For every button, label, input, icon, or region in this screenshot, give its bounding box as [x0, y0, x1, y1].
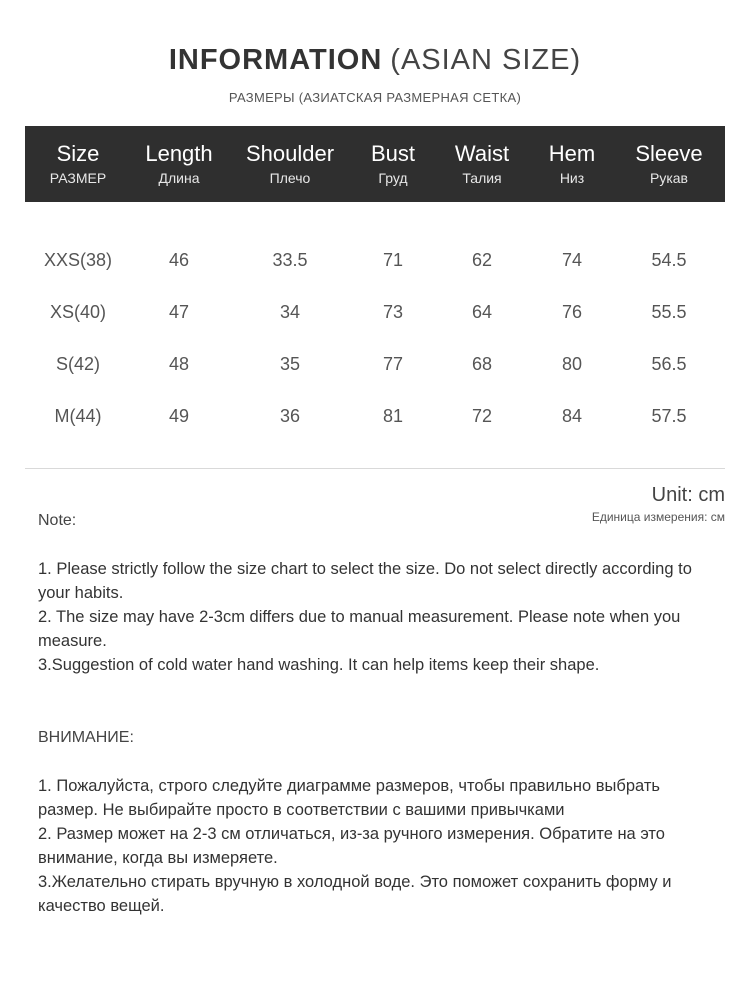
- column-header-waist: [433, 126, 531, 202]
- page-title: [0, 44, 750, 77]
- column-header-label: Length: [145, 141, 213, 166]
- note-item: 3.Suggestion of cold water hand washing. It can help items keep their shape.: [38, 656, 600, 674]
- size-table: [25, 126, 725, 442]
- note-heading-ru: ВНИМАНИЕ:: [38, 729, 134, 746]
- table-cell: 74: [561, 249, 583, 270]
- table-cell: 36: [279, 405, 301, 426]
- table-cell: 72: [471, 405, 493, 426]
- column-header-label: Sleeve: [635, 141, 703, 166]
- table-header-row: [25, 126, 725, 202]
- table-cell: 71: [382, 249, 404, 270]
- table-cell: 84: [561, 405, 583, 426]
- table-cell-size: M(44): [54, 405, 102, 426]
- column-header-label: Size: [56, 141, 100, 166]
- table-cell: 54.5: [651, 249, 687, 270]
- column-header-label-ru: Рукав: [650, 170, 688, 186]
- notes-english: [38, 557, 718, 677]
- table-cell: 47: [168, 301, 190, 322]
- column-header-label-ru: Плечо: [269, 170, 311, 186]
- title-main: INFORMATION: [168, 44, 383, 76]
- column-header-length: [131, 126, 227, 202]
- column-header-label-ru: Низ: [559, 170, 585, 186]
- table-cell: 34: [279, 301, 301, 322]
- table-cell: 55.5: [651, 301, 687, 322]
- unit-label-ru: Единица измерения: см: [591, 510, 725, 524]
- column-header-bust: [353, 126, 433, 202]
- note-heading: Note:: [38, 512, 77, 529]
- table-cell: 77: [382, 353, 404, 374]
- table-cell: 57.5: [651, 405, 687, 426]
- column-header-shoulder: [227, 126, 353, 202]
- table-cell: 46: [168, 249, 190, 270]
- note-item-ru: 2. Размер может на 2-3 см отличаться, из-за ручного измерения. Обратите на это внимание, когда вы измеряете.: [38, 825, 665, 867]
- table-cell-size: S(42): [55, 353, 100, 374]
- column-header-sleeve: [613, 126, 725, 202]
- column-header-label: Hem: [548, 141, 596, 166]
- table-cell: 62: [471, 249, 493, 270]
- column-header-hem: [531, 126, 613, 202]
- table-cell: 80: [561, 353, 583, 374]
- section-divider: [25, 468, 725, 469]
- table-cell: 76: [561, 301, 583, 322]
- column-header-size: [25, 126, 131, 202]
- note-item-ru: 3.Желательно стирать вручную в холодной воде. Это поможет сохранить форму и качество вещей.: [38, 873, 672, 915]
- table-cell: 33.5: [272, 249, 308, 270]
- unit-label: Unit: cm: [651, 484, 725, 506]
- table-cell: 81: [382, 405, 404, 426]
- table-cell: 64: [471, 301, 493, 322]
- table-cell: 73: [382, 301, 404, 322]
- column-header-label: Waist: [454, 141, 510, 166]
- column-header-label-ru: Талия: [462, 170, 502, 186]
- title-sub: (ASIAN SIZE): [390, 44, 582, 76]
- table-cell: 68: [471, 353, 493, 374]
- table-cell-size: XS(40): [49, 301, 107, 322]
- table-cell: 56.5: [651, 353, 687, 374]
- column-header-label-ru: Груд: [378, 170, 408, 186]
- notes-russian: [38, 774, 718, 918]
- column-header-label-ru: Длина: [158, 170, 200, 186]
- note-item: 1. Please strictly follow the size chart to select the size. Do not select directly according to your habits.: [38, 560, 692, 602]
- table-row: [25, 390, 725, 442]
- table-row: [25, 286, 725, 338]
- table-row: [25, 338, 725, 390]
- column-header-label: Shoulder: [245, 141, 335, 166]
- table-cell-size: XXS(38): [43, 249, 113, 270]
- column-header-label: Bust: [370, 141, 416, 166]
- column-header-label-ru: РАЗМЕР: [49, 170, 107, 186]
- table-row: [25, 202, 725, 286]
- page-subtitle: РАЗМЕРЫ (АЗИАТСКАЯ РАЗМЕРНАЯ СЕТКА): [228, 90, 522, 105]
- note-item-ru: 1. Пожалуйста, строго следуйте диаграмме размеров, чтобы правильно выбрать размер. Не выбирайте просто в соответствии с вашими привычками: [38, 777, 660, 819]
- table-cell: 35: [279, 353, 301, 374]
- table-cell: 49: [168, 405, 190, 426]
- table-cell: 48: [168, 353, 190, 374]
- note-item: 2. The size may have 2-3cm differs due to manual measurement. Please note when you measure.: [38, 608, 681, 650]
